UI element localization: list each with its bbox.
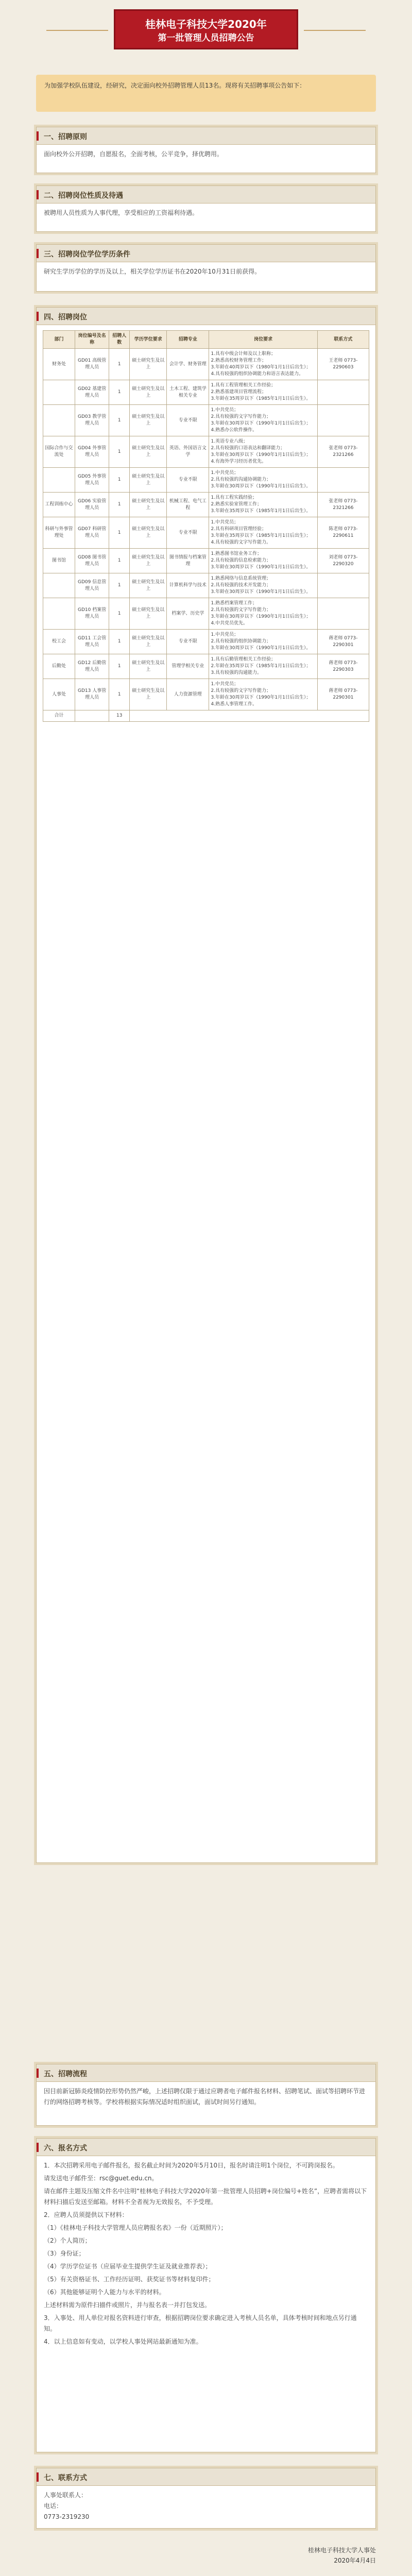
requirement-line: 3.年龄在35周岁以下（1985年1月1日后出生）。: [211, 509, 311, 514]
cell-count: 1: [109, 517, 130, 549]
cell-position: GD08 图书管理人员: [75, 549, 109, 573]
cell-dept: 科研与外事管理处: [43, 517, 75, 549]
cell-position: GD10 档案管理人员: [75, 598, 109, 630]
footer-org: 桂林电子科技大学人事处: [307, 2547, 376, 2554]
requirement-line: 4.熟悉人事管理工作。: [211, 702, 258, 707]
requirement-line: 3.年龄在30周岁以下（1990年1月1日后出生）。: [211, 484, 311, 489]
section-body: 研究生学历学位的学历及以上，相关学位学历证书在2020年10月31日前获得。: [44, 268, 261, 275]
section-apply: [36, 2138, 376, 2452]
cell-requirements: [209, 679, 317, 710]
requirement-line: 3.年龄在35周岁以下（1985年1月1日后出生）；: [211, 533, 311, 538]
section-body: [37, 2486, 375, 2527]
cell-dept: 国际合作与交流处: [43, 436, 75, 468]
cell-contact: 王老师 0773-2290603: [317, 349, 369, 380]
requirement-line: 2.熟悉实验室管理工作；: [211, 502, 262, 507]
cell-contact: 刘老师 0773-2290320: [317, 549, 369, 573]
requirement-line: 2.具有较强的组织协调能力；: [211, 639, 271, 644]
table-row: [43, 468, 369, 493]
cell-position: GD13 人事管理人员: [75, 679, 109, 710]
cell-major: 机械工程、电气工程: [167, 493, 209, 517]
column-header: 联系方式: [317, 331, 369, 349]
table-row: [43, 380, 369, 405]
section-body: [37, 2156, 375, 2353]
requirement-line: 2.具有较强的技术开发能力；: [211, 583, 271, 588]
cell-position: GD01 高级管理人员: [75, 349, 109, 380]
cell-degree: 硕士研究生及以上: [130, 517, 167, 549]
table-row: [43, 405, 369, 436]
cell-degree: 硕士研究生及以上: [130, 598, 167, 630]
cell-contact: [317, 405, 369, 436]
requirement-line: 1.熟悉图书馆业务工作；: [211, 551, 262, 556]
requirement-line: 4.具有较强的文字写作能力。: [211, 540, 271, 545]
requirement-line: 1.具有工程实践经验；: [211, 495, 258, 500]
table-total-row: [43, 710, 369, 722]
contact-line: 人事处联系人：: [44, 2492, 88, 2499]
requirement-line: 3.年龄在30周岁以下（1990年1月1日后出生）；: [211, 452, 311, 457]
requirement-line: 2.具有较强的信息检索能力；: [211, 558, 271, 563]
column-header: 岗位编号及名称: [75, 331, 109, 349]
cell-count: 1: [109, 349, 130, 380]
cell-position: GD03 教学管理人员: [75, 405, 109, 436]
cell-requirements: [209, 349, 317, 380]
column-header: 招聘人数: [109, 331, 130, 349]
cell-position: GD02 基建管理人员: [75, 380, 109, 405]
section-principle: [36, 127, 376, 173]
cell-count: 1: [109, 573, 130, 598]
cell-requirements: [209, 436, 317, 468]
section-positions: [36, 307, 376, 1863]
cell-major: 专业不限: [167, 405, 209, 436]
cell-dept: 后勤处: [43, 654, 75, 679]
cell-major: 英语、外国语言文学: [167, 436, 209, 468]
cell-degree: 硕士研究生及以上: [130, 630, 167, 654]
cell-position: GD11 工会管理人员: [75, 630, 109, 654]
cell-dept: [43, 468, 75, 493]
requirement-line: 2.具有较强的口语表达和翻译能力；: [211, 446, 285, 451]
cell-dept: [43, 405, 75, 436]
total-label: 合计: [43, 710, 75, 722]
section-heading: 三、招聘岗位学位学历条件: [37, 245, 375, 262]
table-row: [43, 573, 369, 598]
table-row: [43, 493, 369, 517]
cell-degree: 硕士研究生及以上: [130, 679, 167, 710]
cell-requirements: [209, 517, 317, 549]
table-row: [43, 679, 369, 710]
cell-count: 1: [109, 679, 130, 710]
section-process: [36, 2064, 376, 2126]
apply-paragraph: 请在邮件主题及压缩文件名中注明“桂林电子科技大学2020年第一批管理人员招聘+岗位编号+姓名”，应聘者需将以下材料扫描后发送至邮箱。材料不全者视为无效报名，不予受理。: [44, 2188, 367, 2206]
cell-major: 专业不限: [167, 517, 209, 549]
section-body: 面向校外公开招聘，自愿报名，全面考核，公平竞争，择优聘用。: [44, 150, 224, 158]
cell-contact: [317, 573, 369, 598]
column-header: 岗位要求: [209, 331, 317, 349]
cell-degree: 硕士研究生及以上: [130, 493, 167, 517]
positions-table: [43, 330, 369, 722]
cell-count: 1: [109, 598, 130, 630]
total-empty-cell: [130, 710, 369, 722]
requirement-line: 4.熟悉办公软件操作。: [211, 428, 258, 433]
page-subtitle: 第一批管理人员招聘公告: [158, 33, 254, 43]
requirement-line: 3.年龄在35周岁以下（1985年1月1日后出生）。: [211, 396, 311, 401]
cell-major: 土木工程、建筑学相关专业: [167, 380, 209, 405]
apply-paragraph: 3．入事处、用人单位对报名资料进行审查，根据招聘岗位要求确定进入考核人员名单，具体考核时间和地点另行通知。: [44, 2314, 357, 2332]
cell-dept: 工程训练中心: [43, 493, 75, 517]
section-heading: 七、联系方式: [37, 2468, 375, 2486]
table-row: [43, 549, 369, 573]
section-heading: 五、招聘流程: [37, 2064, 375, 2082]
table-body: [43, 349, 369, 710]
cell-major: 专业不限: [167, 630, 209, 654]
cell-dept: 人事处: [43, 679, 75, 710]
cell-position: GD06 实验管理人员: [75, 493, 109, 517]
table-row: [43, 349, 369, 380]
section-heading: 二、招聘岗位性质及待遇: [37, 186, 375, 204]
requirement-line: 1.中共党员；: [211, 408, 239, 413]
cell-major: 档案学、历史学: [167, 598, 209, 630]
requirement-line: 1.熟悉网络与信息系统管理；: [211, 576, 271, 581]
cell-count: 1: [109, 380, 130, 405]
cell-contact: 张老师 0773-2321266: [317, 493, 369, 517]
requirement-line: 2.具有较强的沟通协调能力；: [211, 477, 271, 482]
apply-paragraph: （5）有关资格证书、工作经历证明、获奖证书等材料复印件；: [44, 2276, 215, 2283]
section-heading: 六、报名方式: [37, 2139, 375, 2156]
cell-requirements: [209, 493, 317, 517]
cell-position: GD09 信息管理人员: [75, 573, 109, 598]
header-divider-right: [304, 30, 366, 31]
requirement-line: 1.具有工程管理相关工作经验；: [211, 383, 276, 388]
cell-dept: [43, 598, 75, 630]
cell-position: GD07 科研管理人员: [75, 517, 109, 549]
requirement-line: 2.具有较强的文字写作能力；: [211, 414, 271, 419]
total-empty-cell: [75, 710, 109, 722]
cell-dept: 图书馆: [43, 549, 75, 573]
requirement-line: 2.具有较强的文字写作能力；: [211, 688, 271, 693]
cell-dept: 财务处: [43, 349, 75, 380]
apply-paragraph: 4．以上信息如有变动，以学校人事处网站最新通知为准。: [44, 2338, 202, 2345]
cell-dept: [43, 380, 75, 405]
cell-contact: 蒋老师 0773-2290301: [317, 630, 369, 654]
requirement-line: 4.有海外学习经历者优先。: [211, 459, 267, 464]
requirement-line: 1.中共党员；: [211, 682, 239, 687]
cell-contact: 张老师 0773-2321266: [317, 436, 369, 468]
apply-paragraph: （1）《桂林电子科技大学管理人员应聘报名表》一份（近期照片）；: [44, 2224, 227, 2231]
requirement-line: 3.年龄在30周岁以下（1990年1月1日后出生）；: [211, 421, 311, 426]
cell-requirements: [209, 380, 317, 405]
cell-dept: [43, 573, 75, 598]
column-header: 部门: [43, 331, 75, 349]
table-row: [43, 654, 369, 679]
requirement-line: 3.具有较强的沟通能力。: [211, 670, 262, 675]
cell-dept: 校工会: [43, 630, 75, 654]
cell-requirements: [209, 549, 317, 573]
cell-count: 1: [109, 630, 130, 654]
apply-paragraph: 1．本次招聘采用电子邮件报名，报名截止时间为2020年5月10日，报名时请注明1个岗位，不可跨岗报名。: [44, 2162, 339, 2169]
cell-count: 1: [109, 493, 130, 517]
cell-position: GD05 外事管理人员: [75, 468, 109, 493]
column-header: 招聘专业: [167, 331, 209, 349]
cell-degree: 硕士研究生及以上: [130, 573, 167, 598]
cell-contact: [317, 380, 369, 405]
page-title: 桂林电子科技大学2020年: [145, 18, 267, 30]
requirement-line: 2.熟悉基建项目管理流程；: [211, 389, 267, 395]
requirement-line: 4.具有较强的组织协调能力和语言表达能力。: [211, 371, 304, 377]
requirement-line: 1.英语专业八级；: [211, 439, 248, 444]
requirement-line: 3.年龄在30周岁以下（1990年1月1日后出生）。: [211, 565, 311, 570]
cell-requirements: [209, 405, 317, 436]
cell-degree: 硕士研究生及以上: [130, 349, 167, 380]
cell-requirements: [209, 468, 317, 493]
contact-phone: 0773-2319230: [44, 2513, 90, 2520]
requirement-line: 1.具有后勤管理相关工作经验；: [211, 657, 276, 662]
section-heading: 一、招聘原则: [37, 127, 375, 145]
cell-count: 1: [109, 654, 130, 679]
requirement-line: 2.年龄在35周岁以下（1985年1月1日后出生）；: [211, 664, 311, 669]
section-degree: [36, 244, 376, 292]
cell-major: 人力资源管理: [167, 679, 209, 710]
cell-requirements: [209, 654, 317, 679]
requirement-line: 4.中共党员优先。: [211, 621, 248, 626]
requirement-line: 1.中共党员；: [211, 520, 239, 525]
table-row: [43, 517, 369, 549]
requirement-line: 3.年龄在30周岁以下（1990年1月1日后出生）。: [211, 589, 311, 595]
cell-count: 1: [109, 405, 130, 436]
cell-contact: [317, 598, 369, 630]
cell-degree: 硕士研究生及以上: [130, 549, 167, 573]
table-row: [43, 436, 369, 468]
cell-major: 会计学、财务管理: [167, 349, 209, 380]
apply-paragraph: （3）身份证；: [44, 2250, 85, 2257]
cell-major: 计算机科学与技术: [167, 573, 209, 598]
title-box: [114, 9, 298, 49]
apply-paragraph: 上述材料需为原件扫描件或照片，并与报名表一并打包发送。: [44, 2301, 211, 2309]
cell-degree: 硕士研究生及以上: [130, 405, 167, 436]
requirement-line: 2.熟悉高校财务管理工作；: [211, 358, 267, 363]
section-contact: [36, 2468, 376, 2529]
total-value: 13: [109, 710, 130, 722]
section-nature: [36, 185, 376, 232]
intro-box: 为加强学校队伍建设，经研究，决定面向校外招聘管理人员13名。现将有关招聘事项公告如下：: [36, 75, 376, 112]
cell-requirements: [209, 573, 317, 598]
cell-contact: 陈老师 0773-2290611: [317, 517, 369, 549]
cell-requirements: [209, 630, 317, 654]
requirement-line: 1.中共党员；: [211, 632, 239, 637]
footer-date: 2020年4月4日: [334, 2557, 376, 2564]
cell-major: 图书情报与档案管理: [167, 549, 209, 573]
apply-paragraph: （6）其他能够证明个人能力与水平的材料。: [44, 2289, 165, 2296]
table-row: [43, 598, 369, 630]
header: [0, 0, 412, 68]
cell-degree: 硕士研究生及以上: [130, 654, 167, 679]
apply-paragraph: （2）个人简历；: [44, 2237, 91, 2244]
cell-contact: 蒋老师 0773-2290303: [317, 654, 369, 679]
cell-position: GD04 外事管理人员: [75, 436, 109, 468]
header-divider-left: [46, 30, 108, 31]
cell-count: 1: [109, 468, 130, 493]
cell-degree: 硕士研究生及以上: [130, 468, 167, 493]
requirement-line: 1.中共党员；: [211, 470, 239, 476]
apply-paragraph: 请发送电子邮件至：rsc@guet.edu.cn。: [44, 2175, 158, 2182]
section-heading: 四、招聘岗位: [37, 308, 375, 325]
cell-contact: 蒋老师 0773-2290301: [317, 679, 369, 710]
table-header-row: [43, 331, 369, 349]
requirement-line: 3.年龄在40周岁以下（1980年1月1日后出生）；: [211, 365, 311, 370]
requirement-line: 3.年龄在30周岁以下（1990年1月1日后出生）；: [211, 695, 311, 700]
requirement-line: 1.熟悉档案管理工作；: [211, 601, 258, 606]
cell-contact: [317, 468, 369, 493]
section-body: 因目前新冠肺炎疫情防控形势仍然严峻，上述招聘仅限于通过应聘者电子邮件报名材料、招聘笔试、面试等招聘环节进行的网络招聘考核等。学校将根据实际情况适时组织面试，面试时间另行通知。: [44, 2088, 366, 2106]
cell-position: GD12 后勤管理人员: [75, 654, 109, 679]
table-row: [43, 630, 369, 654]
requirement-line: 1.具有中级会计师及以上职称；: [211, 351, 276, 357]
column-header: 学历学位要求: [130, 331, 167, 349]
footer: [308, 2545, 376, 2566]
cell-major: 管理学相关专业: [167, 654, 209, 679]
requirement-line: 2.具有较强的文字写作能力；: [211, 607, 271, 613]
cell-count: 1: [109, 436, 130, 468]
apply-paragraph: 2．应聘人员须提供以下材料：: [44, 2211, 128, 2218]
cell-major: 专业不限: [167, 468, 209, 493]
cell-degree: 硕士研究生及以上: [130, 380, 167, 405]
cell-count: 1: [109, 549, 130, 573]
requirement-line: 3.年龄在30周岁以下（1990年1月1日后出生）。: [211, 646, 311, 651]
contact-line: 电话：: [44, 2502, 63, 2510]
requirement-line: 3.年龄在30周岁以下（1990年1月1日后出生）；: [211, 614, 311, 619]
apply-paragraph: （4）学历学位证书（应届毕业生提供学生证及就业推荐表）；: [44, 2263, 212, 2270]
section-body: [37, 325, 375, 727]
cell-requirements: [209, 598, 317, 630]
section-body: 被聘用人员性质为人事代理，享受相应的工资福利待遇。: [44, 209, 199, 216]
cell-degree: 硕士研究生及以上: [130, 436, 167, 468]
requirement-line: 2.具有科研项目管理经验；: [211, 527, 267, 532]
